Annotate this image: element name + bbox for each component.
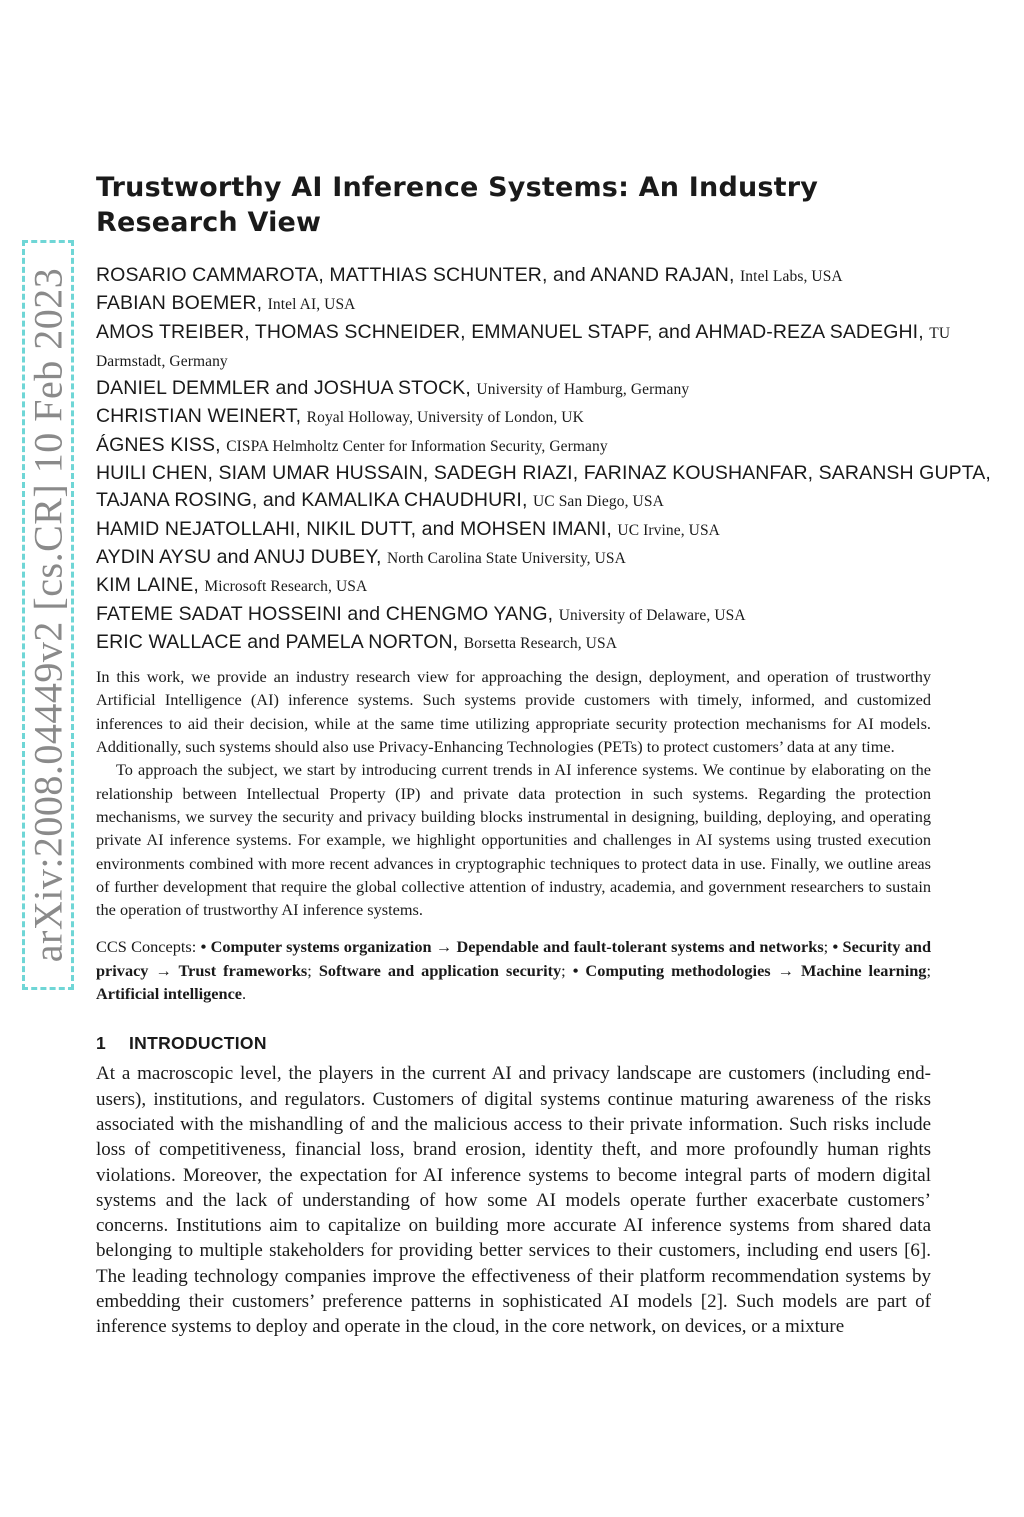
author-affiliation: Intel Labs, USA	[740, 268, 843, 285]
author-affiliation: Microsoft Research, USA	[204, 578, 368, 596]
paper-title: Trustworthy AI Inference Systems: An Industry Research View	[96, 172, 819, 238]
author-affiliation: Intel AI, USA	[267, 296, 356, 314]
ccs-separator: ;	[307, 960, 319, 980]
author-names: ERIC WALLACE and PAMELA NORTON,	[96, 630, 459, 653]
abstract	[96, 665, 931, 921]
arxiv-identifier: arXiv:2008.04449v2 [cs.CR] 10 Feb 2023	[25, 267, 71, 963]
author-entry	[96, 460, 1006, 516]
ccs-separator: ;	[561, 960, 573, 980]
author-entry	[96, 375, 1006, 403]
author-entry	[96, 290, 1006, 318]
author-entry	[96, 403, 1006, 431]
author-affiliation: Royal Holloway, University of London, UK	[306, 409, 584, 427]
author-names: ROSARIO CAMMAROTA, MATTHIAS SCHUNTER, and ANAND RAJAN,	[96, 264, 735, 286]
author-affiliation: North Carolina State University, USA	[387, 549, 626, 567]
author-affiliation: University of Delaware, USA	[558, 606, 746, 624]
author-affiliation: CISPA Helmholtz Center for Information Security, Germany	[226, 437, 608, 455]
author-names: FABIAN BOEMER,	[96, 292, 263, 315]
author-names: KIM LAINE,	[96, 574, 199, 597]
author-affiliation: University of Hamburg, Germany	[476, 381, 690, 399]
abstract-paragraph: To approach the subject, we start by introducing current trends in AI inference systems. We continue by elaborating on the relationship between Intellectual Property (IP) and private data protection in such systems. Regarding the protection mechanisms, we survey the security and privacy building blocks instrumental in designing, building, deploying, and operating private AI inference systems. For example, we highlight opportunities and challenges in AI systems using trusted execution environments combined with more recent advances in cryptographic techniques to protect data in use. Finally, we outline areas of further development that require the global collective attention of industry, academia, and government researchers to sustain the operation of trustworthy AI inference systems.	[96, 760, 931, 920]
ccs-end: .	[242, 984, 247, 1004]
author-names: CHRISTIAN WEINERT,	[96, 405, 302, 428]
section-number: 1	[96, 1033, 107, 1054]
ccs-concept: • Computing methodologies → Machine learning	[572, 960, 927, 980]
author-affiliation: UC Irvine, USA	[617, 521, 720, 539]
ccs-concept: • Security and privacy → Trust frameworks	[96, 937, 932, 980]
author-names: AYDIN AYSU and ANUJ DUBEY,	[96, 545, 382, 568]
author-entry	[96, 572, 1006, 600]
author-names: HUILI CHEN, SIAM UMAR HUSSAIN, SADEGH RIAZI, FARINAZ KOUSHANFAR, SARANSH GUPTA, TAJANA ROSING, and KAMALIKA CHAUDHURI,	[96, 462, 991, 512]
ccs-concepts	[96, 935, 931, 1005]
author-names: HAMID NEJATOLLAHI, NIKIL DUTT, and MOHSEN IMANI,	[96, 517, 612, 540]
ccs-concept: Software and application security	[318, 960, 562, 980]
author-entry	[96, 262, 1006, 290]
author-affiliation: UC San Diego, USA	[533, 493, 664, 511]
author-list	[96, 262, 1006, 657]
author-entry	[96, 601, 1006, 629]
section-title: INTRODUCTION	[129, 1033, 267, 1054]
author-names: DANIEL DEMMLER and JOSHUA STOCK,	[96, 377, 471, 400]
body-paragraph: At a macroscopic level, the players in the current AI and privacy landscape are customers (including end-users), institutions, and regulators. Customers of digital systems continue maturing awareness of the risks associated with the mishandling of and the malicious access to their private information. Such risks include loss of competitiveness, financial loss, brand erosion, identity theft, and more profoundly human rights violations. Moreover, the expectation for AI inference systems to become integral parts of modern digital systems and the lack of understanding of how some AI models operate further exacerbate customers’ concerns. Institutions aim to capitalize on building more accurate AI inference systems from shared data belonging to multiple stakeholders for providing better services to their customers, including end users [6]. The leading technology companies improve the effectiveness of their platform recommendation systems by embedding their customers’ preference patterns in sophisticated AI models [2]. Such models are part of inference systems to deploy and operate in the cloud, in the core network, on devices, or a mixture	[96, 1063, 931, 1338]
author-names: ÁGNES KISS,	[96, 433, 221, 456]
ccs-concept: • Computer systems organization → Dependable and fault-tolerant systems and networks	[200, 937, 824, 957]
author-affiliation: Borsetta Research, USA	[463, 634, 617, 652]
abstract-paragraph: In this work, we provide an industry research view for approaching the design, deployment, and operation of trustworthy Artificial Intelligence (AI) inference systems. Such systems provide customers with timely, informed, and customized inferences to aid their decision, while at the same time utilizing appropriate security protection mechanisms for AI models. Additionally, such systems should also use Privacy-Enhancing Technologies (PETs) to protect customers’ data at any time.	[96, 667, 931, 757]
author-names: FATEME SADAT HOSSEINI and CHENGMO YANG,	[96, 602, 554, 625]
author-entry	[96, 432, 1006, 460]
ccs-separator: ;	[823, 937, 833, 957]
ccs-separator: ;	[926, 960, 931, 980]
author-entry	[96, 629, 1006, 657]
author-entry	[96, 516, 1006, 544]
author-affiliation: TU Darmstadt, Germany	[96, 324, 951, 370]
section-heading	[96, 1031, 931, 1055]
ccs-label: CCS Concepts:	[96, 937, 197, 957]
paper-content	[96, 170, 991, 1340]
ccs-concept: Artificial intelligence	[96, 984, 243, 1004]
author-names: AMOS TREIBER, THOMAS SCHNEIDER, EMMANUEL STAPF, and AHMAD-REZA SADEGHI,	[96, 320, 924, 343]
author-entry	[96, 544, 1006, 572]
arxiv-stamp	[22, 240, 74, 990]
author-entry	[96, 319, 1006, 376]
